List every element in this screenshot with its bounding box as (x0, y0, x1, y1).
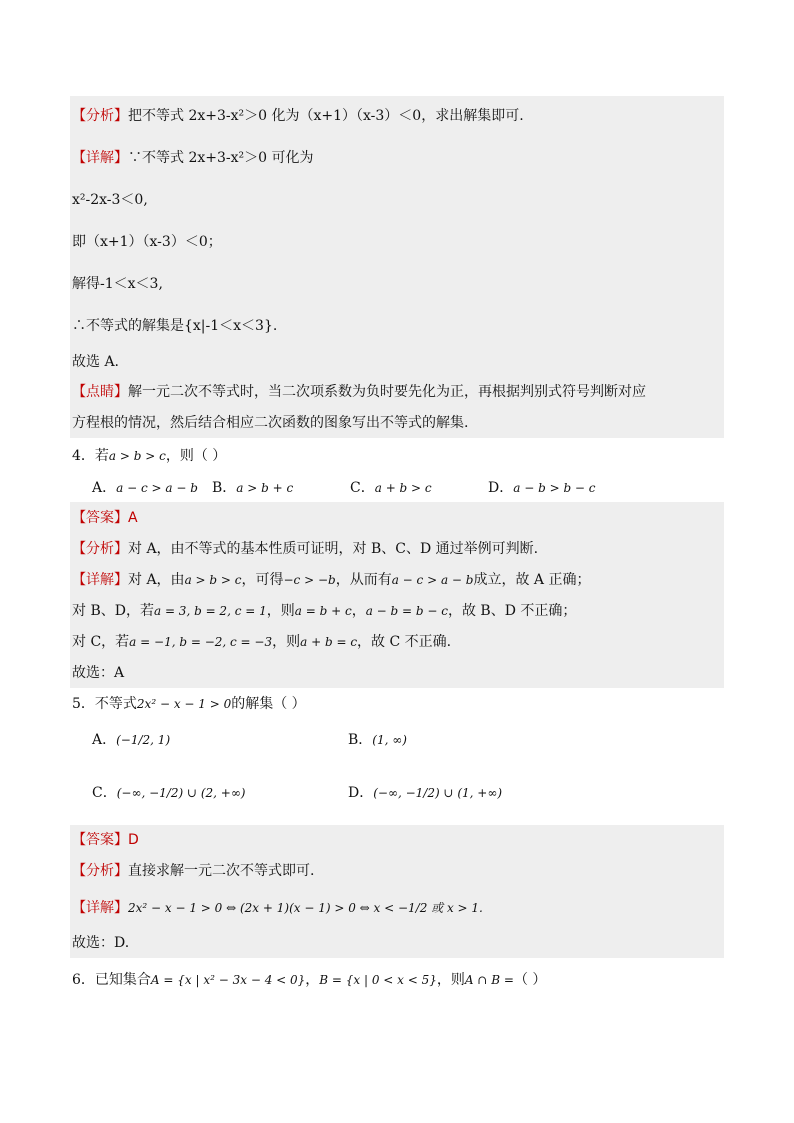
option-text: a − b > b − c (513, 481, 596, 495)
option-label: B． (212, 480, 237, 496)
option-label: A． (92, 732, 117, 748)
analysis-tag: 【分析】 (72, 541, 128, 557)
q4-analysis-line (72, 539, 538, 559)
q3-step-2: 即（x+1）（x-3）＜0； (72, 234, 222, 250)
q3-step-1: x²-2x-3＜0, (72, 192, 148, 208)
detail-math: 2x² − x − 1 > 0 ⇔ (2x + 1)(x − 1) > 0 ⇔ x < −1/2 或 x > 1. (128, 901, 483, 915)
q5-option-d (348, 783, 502, 803)
detail-text: ， (351, 603, 366, 619)
q4-paren: ，则（ ） (165, 448, 227, 464)
detail-text: ，则 (272, 634, 301, 650)
analysis-text: 把不等式 2x+3-x²＞0 化为（x+1）（x-3）＜0，求出解集即可. (128, 108, 524, 124)
analysis-tag: 【分析】 (72, 863, 128, 879)
q4-option-a (92, 478, 198, 498)
option-text: a > b + c (236, 481, 294, 495)
detail-math: a = b + c (294, 604, 352, 618)
q6-stem (72, 970, 546, 990)
detail-math: a = −1, b = −2, c = −3 (129, 635, 273, 649)
detail-text: ，可得 (241, 572, 284, 588)
option-text: (−∞, −1/2) ∪ (2, +∞) (116, 786, 246, 800)
q6-set-a: A = {x | x² − 3x − 4 < 0} (150, 973, 306, 987)
q5-number: 5．不等式 (72, 696, 137, 712)
option-label: B． (348, 732, 373, 748)
detail-math: a = 3, b = 2, c = 1 (153, 604, 267, 618)
detail-text: 对 B、D，若 (72, 603, 154, 619)
q3-analysis-line (72, 106, 524, 126)
option-label: C． (350, 480, 375, 496)
q5-option-b (348, 730, 407, 750)
q4-bd-line (72, 601, 576, 621)
q3-step-3: 解得-1＜x＜3, (72, 276, 163, 292)
detail-tag: 【详解】 (72, 900, 128, 916)
detail-text: 对 A，由 (128, 572, 185, 588)
q3-remark-line-2: 方程根的情况，然后结合相应二次函数的图象写出不等式的解集. (72, 415, 469, 431)
option-text: (−1/2, 1) (116, 733, 171, 747)
detail-tag: 【详解】 (72, 150, 128, 166)
detail-math: a − c > a − b (391, 573, 474, 587)
q6-set-b: B = {x | 0 < x < 5} (319, 973, 437, 987)
analysis-text: 直接求解一元二次不等式即可. (128, 863, 315, 879)
q4-condition: a > b > c (108, 449, 166, 463)
q3-detail-line (72, 148, 314, 168)
q4-option-c (350, 478, 432, 498)
q5-option-a (92, 730, 170, 750)
q3-remark-line-1 (72, 382, 646, 402)
detail-text: ，则 (266, 603, 295, 619)
option-text: a + b > c (374, 481, 432, 495)
q6-target: A ∩ B = (464, 973, 514, 987)
detail-text: ，故 B、D 不正确； (447, 603, 577, 619)
q6-number: 6．已知集合 (72, 972, 151, 988)
detail-math: a − b = b − c (365, 604, 448, 618)
option-label: C． (92, 785, 117, 801)
answer-tag: 【答案】 (72, 832, 128, 848)
option-text: (1, ∞) (372, 733, 407, 747)
answer-tag: 【答案】 (72, 510, 128, 526)
detail-tag: 【详解】 (72, 572, 128, 588)
q4-detail-line (72, 570, 590, 590)
q4-number: 4．若 (72, 448, 109, 464)
option-label: A． (92, 480, 117, 496)
q5-paren: 的解集（ ） (231, 696, 306, 712)
answer-value: D (128, 832, 139, 848)
solution-block-q5 (70, 825, 724, 958)
option-text: (−∞, −1/2) ∪ (1, +∞) (373, 786, 503, 800)
detail-text: 对 C，若 (72, 634, 130, 650)
solution-block-q4 (70, 502, 724, 688)
analysis-text: 对 A，由不等式的基本性质可证明，对 B、C、D 通过举例可判断. (128, 541, 539, 557)
remark-text-1: 解一元二次不等式时，当二次项系数为负时要先化为正，再根据判别式符号判断对应 (128, 384, 646, 400)
q5-inequality: 2x² − x − 1 > 0 (136, 697, 232, 711)
q5-detail-line (72, 898, 483, 918)
q6-paren: （ ） (513, 972, 547, 988)
detail-text: ，从而有 (335, 572, 392, 588)
q6-sep: ， (305, 972, 320, 988)
detail-math: a + b = c (300, 635, 358, 649)
q3-step-4: ∴不等式的解集是{x|-1＜x＜3}. (72, 318, 278, 334)
remark-tag: 【点睛】 (72, 384, 128, 400)
q4-option-d (488, 478, 596, 498)
detail-text: 成立，故 A 正确； (473, 572, 591, 588)
option-text: a − c > a − b (116, 481, 198, 495)
q4-c-line (72, 632, 451, 652)
q6-suffix: ，则 (436, 972, 465, 988)
q5-choice: 故选：D. (72, 935, 130, 951)
detail-math: −c > −b (283, 573, 336, 587)
answer-value: A (128, 510, 138, 526)
q5-stem (72, 694, 306, 714)
q3-choice: 故选 A. (72, 354, 120, 370)
q5-option-c (92, 783, 246, 803)
analysis-tag: 【分析】 (72, 108, 128, 124)
q4-answer-line (72, 508, 138, 528)
q5-analysis-line (72, 861, 314, 881)
detail-text: ，故 C 不正确. (357, 634, 452, 650)
detail-text: ∵不等式 2x+3-x²＞0 可化为 (128, 150, 314, 166)
detail-math: a > b > c (184, 573, 242, 587)
q4-stem (72, 446, 226, 466)
q4-choice: 故选：A (72, 665, 125, 681)
q5-answer-line (72, 830, 139, 850)
q4-option-b (212, 478, 293, 498)
option-label: D． (488, 480, 514, 496)
option-label: D． (348, 785, 374, 801)
